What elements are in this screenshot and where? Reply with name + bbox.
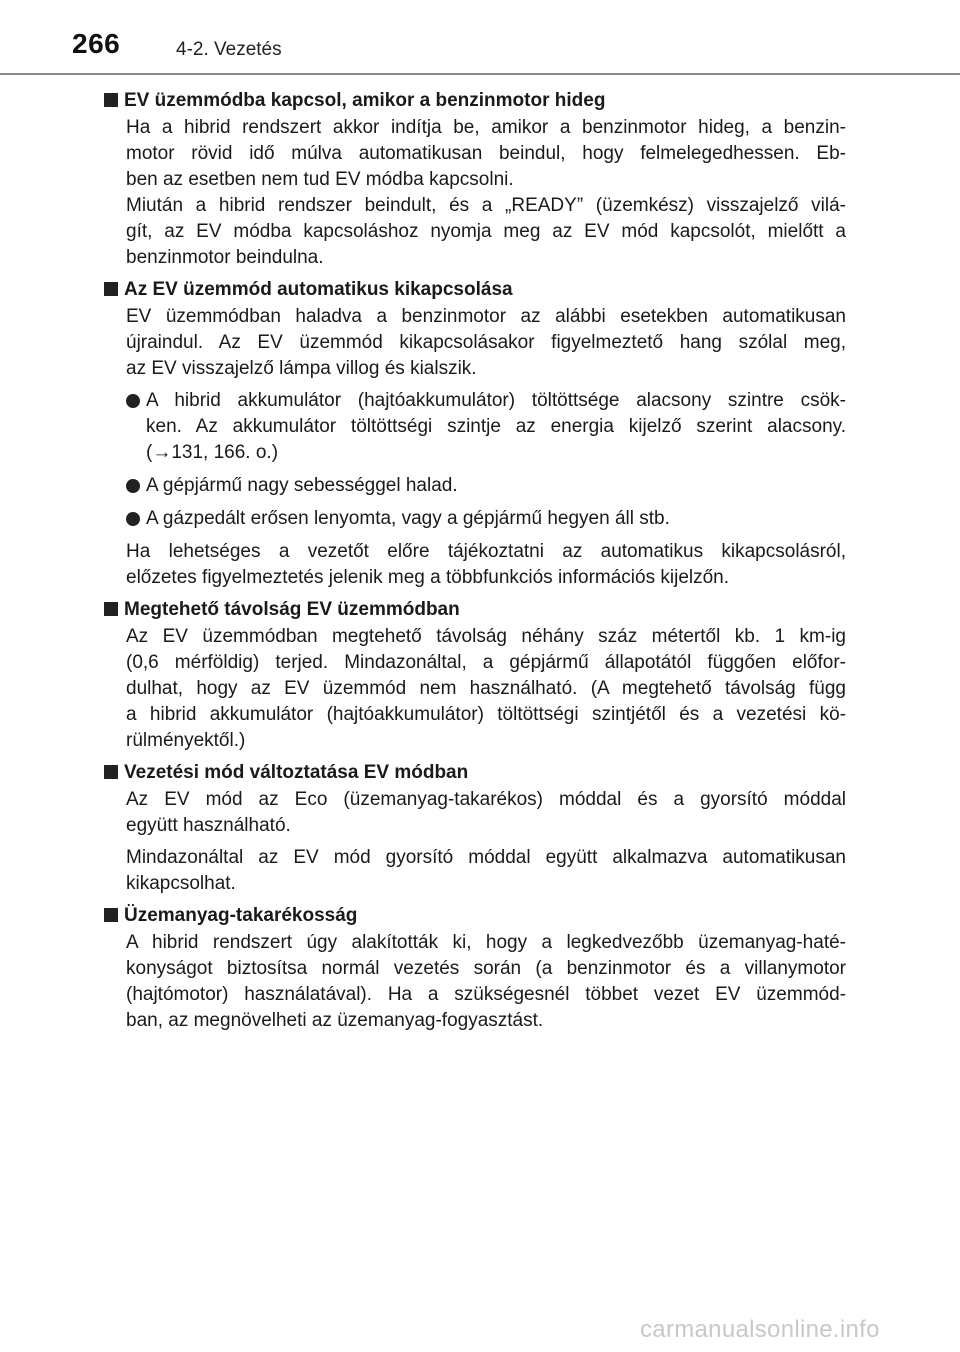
header-divider [0,73,960,75]
text-line: Az EV mód az Eco (üzemanyag-takarékos) móddal és a gyorsító móddal [126,789,846,810]
text-line: Ha lehetséges a vezetőt előre tájékoztatni az automatikus kikapcsolásról, [126,541,846,562]
section-heading [104,760,846,786]
circle-bullet-icon [126,512,140,526]
section-ev-auto-off [104,277,846,591]
heading-text: Vezetési mód változtatása EV módban [124,762,469,783]
section-ev-range [104,597,846,754]
text-line: előzetes figyelmeztetés jelenik meg a többfunkciós információs kijelzőn. [126,567,730,588]
paragraph [126,930,846,1034]
square-bullet-icon [104,908,118,922]
paragraph [126,845,846,897]
text-line: (hajtómotor) használatával). Ha a szükségesnél többet vezet EV üzemmód- [126,984,846,1005]
square-bullet-icon [104,282,118,296]
circle-bullet-icon [126,394,140,408]
text-line: együtt használható. [126,815,291,836]
text-line: Miután a hibrid rendszer beindult, és a „READY” (üzemkész) visszajelző vilá- [126,195,846,216]
text-line: újraindul. Az EV üzemmód kikapcsolásakor figyelmeztető hang szólal meg, [126,332,846,353]
list-item [126,473,846,499]
text-line: ben az esetben nem tud EV módba kapcsolni. [126,169,514,190]
text-line: rülményektől.) [126,730,246,751]
paragraph [126,624,846,754]
text-line: dulhat, hogy az EV üzemmód nem használható. (A megtehető távolság függ [126,678,846,699]
heading-text: EV üzemmódba kapcsol, amikor a benzinmotor hideg [124,90,606,111]
circle-bullet-icon [126,479,140,493]
text-line: EV üzemmódban haladva a benzinmotor az alábbi esetekben automatikusan [126,306,846,327]
paragraph [126,539,846,591]
text-line: ken. Az akkumulátor töltöttségi szintje az energia kijelző szerint alacsony. [146,416,846,437]
text-line: Mindazonáltal az EV mód gyorsító móddal együtt alkalmazva automatikusan [126,847,846,868]
paragraph [126,304,846,382]
watermark: carmanualsonline.info [640,1316,880,1343]
paragraph [126,115,846,271]
text-line: Ha a hibrid rendszert akkor indítja be, amikor a benzinmotor hideg, a benzin- [126,117,846,138]
section-title: 4-2. Vezetés [176,39,282,60]
heading-text: Az EV üzemmód automatikus kikapcsolása [124,279,513,300]
heading-text: Megtehető távolság EV üzemmódban [124,599,460,620]
text-line: A gépjármű nagy sebességgel halad. [146,475,458,496]
text-line: A gázpedált erősen lenyomta, vagy a gépjármű hegyen áll stb. [146,508,670,529]
section-ev-cold-engine [104,88,846,271]
text-line: a hibrid akkumulátor (hajtóakkumulátor) töltöttségi szintjétől és a vezetési kö- [126,704,846,725]
page-content [104,88,846,1040]
text-line: gít, az EV módba kapcsoláshoz nyomja meg az EV mód kapcsolót, mielőtt a [126,221,846,242]
square-bullet-icon [104,93,118,107]
text-line: motor rövid idő múlva automatikusan beindul, hogy felmelegedhessen. Eb- [126,143,846,164]
section-drive-mode [104,760,846,897]
section-heading [104,88,846,114]
square-bullet-icon [104,602,118,616]
text-line: benzinmotor beindulna. [126,247,324,268]
text-line: A hibrid akkumulátor (hajtóakkumulátor) töltöttsége alacsony szintre csök- [146,390,846,411]
text-line: ban, az megnövelheti az üzemanyag-fogyasztást. [126,1010,544,1031]
text-line: konyságot biztosítsa normál vezetés során (a benzinmotor és a villanymotor [126,958,846,979]
text-line: (0,6 mérföldig) terjed. Mindazonáltal, a gépjármű állapotától függően előfor- [126,652,846,673]
list-item [126,388,846,466]
square-bullet-icon [104,765,118,779]
text-line: A hibrid rendszert úgy alakították ki, hogy a legkedvezőbb üzemanyag-haté- [126,932,846,953]
page-number: 266 [72,28,121,59]
section-fuel-economy [104,903,846,1034]
text-line: Az EV üzemmódban megtehető távolság néhány száz métertől kb. 1 km-ig [126,626,846,647]
section-heading [104,597,846,623]
page-header [0,0,960,80]
section-heading [104,903,846,929]
section-heading [104,277,846,303]
heading-text: Üzemanyag-takarékosság [124,905,358,926]
text-line: az EV visszajelző lámpa villog és kialszik. [126,358,477,379]
text-line: kikapcsolhat. [126,873,236,894]
text-line: (→131, 166. o.) [146,442,279,463]
list-item [126,506,846,532]
paragraph [126,787,846,839]
